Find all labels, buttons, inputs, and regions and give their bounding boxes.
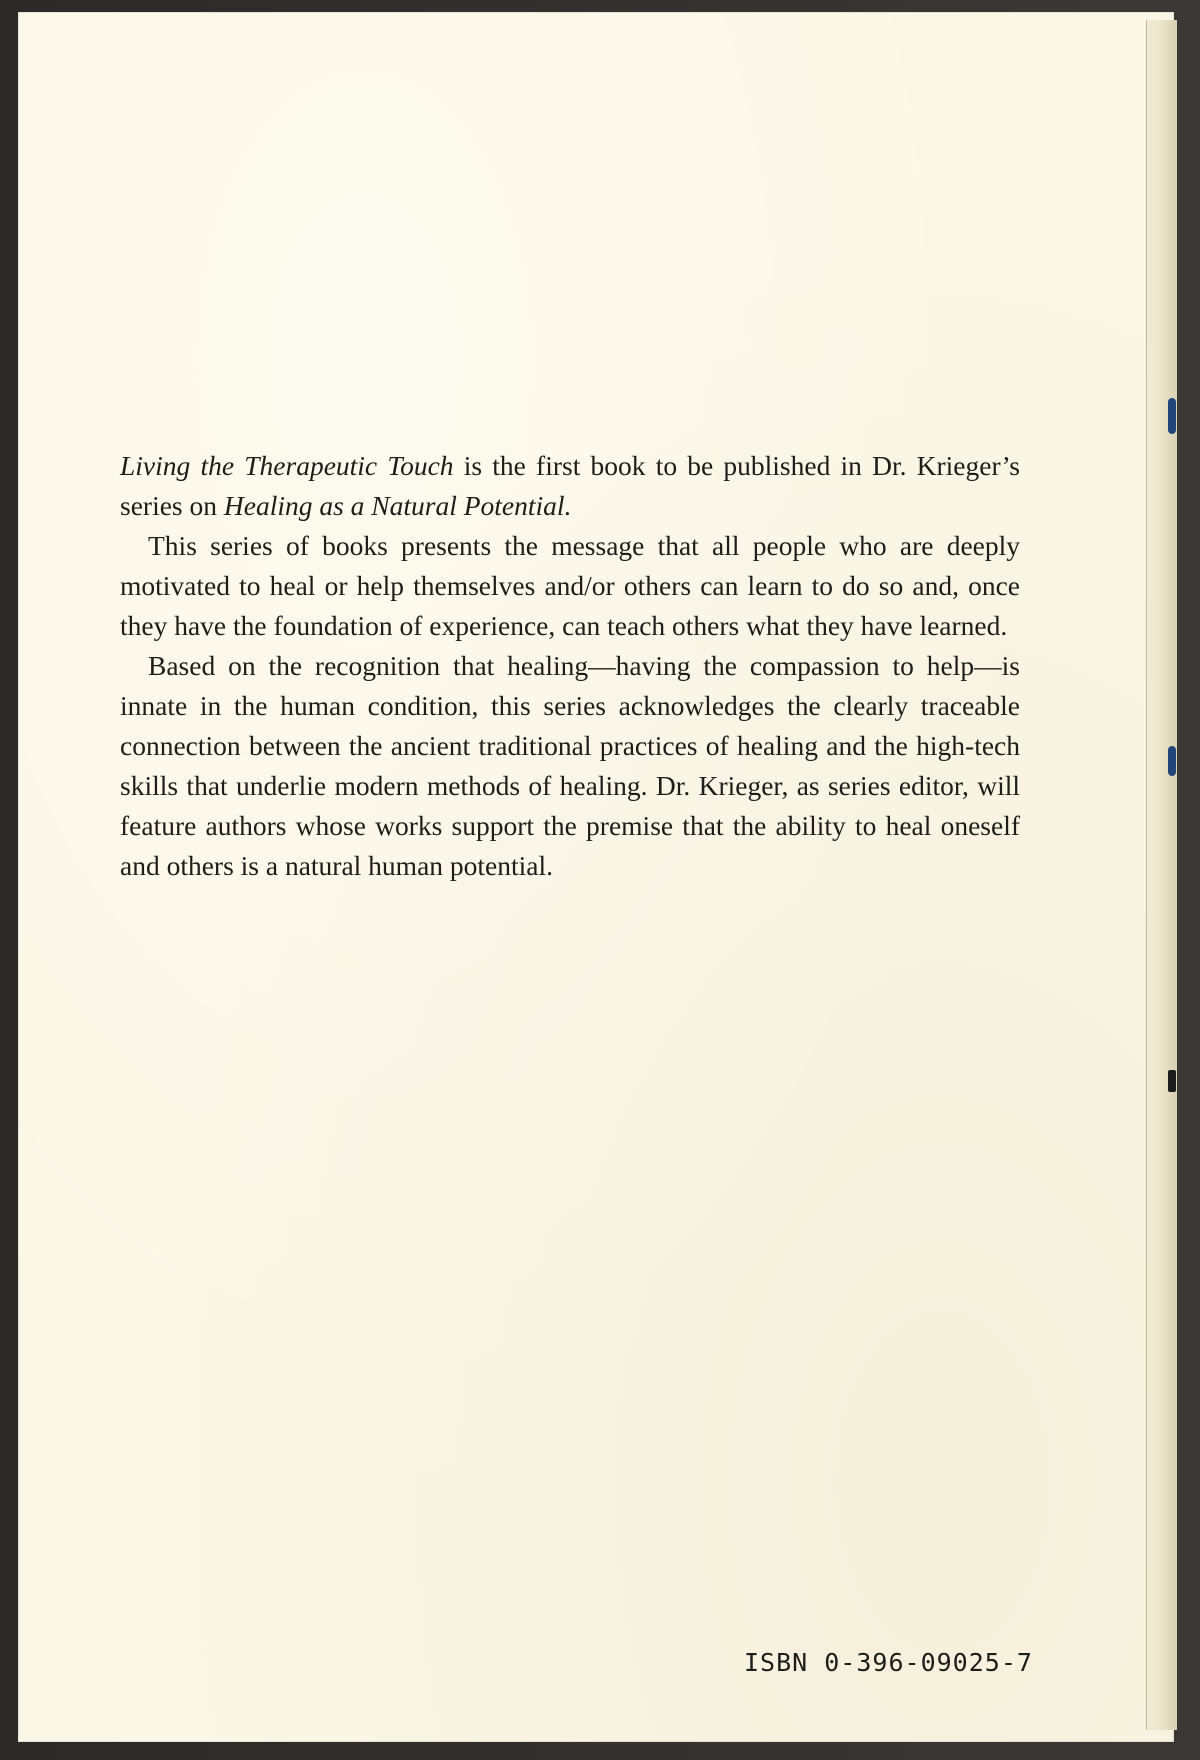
blurb-paragraph-1	[120, 446, 1020, 526]
spine-mark	[1168, 746, 1176, 776]
spine-edge	[1146, 20, 1177, 1730]
cover-blurb	[120, 446, 1020, 886]
spine-mark	[1168, 1070, 1176, 1092]
blurb-text: is the first book to be published in Dr. Krieger’s series on	[120, 450, 1020, 521]
isbn-number: ISBN 0-396-09025-7	[744, 1648, 1033, 1677]
series-title: Healing as a Natural Potential.	[223, 490, 572, 521]
book-title: Living the Therapeutic Touch	[120, 450, 454, 481]
blurb-paragraph-3: Based on the recognition that healing—having the compassion to help—is innate in the human condition, this series acknowledges the clearly traceable connection between the ancient traditional practices of healing and the high-tech skills that underlie modern methods of healing. Dr. Krieger, as series editor, will feature authors whose works support the premise that the ability to heal oneself and others is a natural human potential.	[120, 650, 1020, 881]
blurb-paragraph-2: This series of books presents the message that all people who are deeply motivated to heal or help themselves and/or others can learn to do so and, once they have the foundation of experience, can teach others what they have learned.	[120, 530, 1020, 641]
spine-mark	[1168, 398, 1176, 434]
